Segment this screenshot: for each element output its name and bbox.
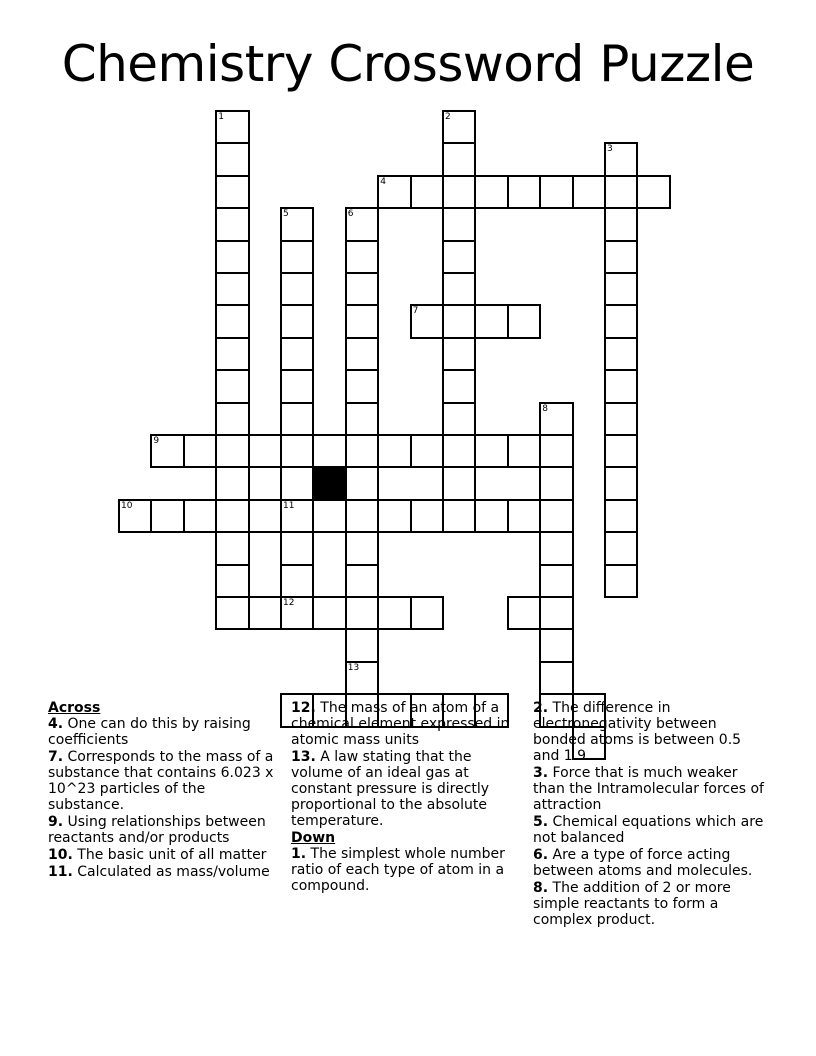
clue-number: 12 — [283, 598, 295, 608]
clue-text: Calculated as mass/volume — [72, 864, 270, 880]
black-cell — [312, 466, 346, 500]
grid-cell[interactable] — [604, 466, 638, 500]
grid-cell[interactable] — [539, 499, 573, 533]
grid-cell[interactable] — [183, 434, 217, 468]
grid-cell[interactable] — [442, 142, 476, 176]
grid-cell[interactable] — [442, 369, 476, 403]
grid-cell[interactable] — [345, 402, 379, 436]
grid-cell[interactable] — [604, 564, 638, 598]
grid-cell[interactable] — [604, 402, 638, 436]
grid-cell[interactable] — [215, 402, 249, 436]
grid-cell[interactable] — [410, 434, 444, 468]
grid-cell[interactable] — [280, 499, 314, 533]
grid-cell[interactable] — [442, 207, 476, 241]
grid-cell[interactable] — [604, 304, 638, 338]
grid-cell[interactable] — [345, 304, 379, 338]
clue-text: A law stating that the volume of an ideal gas at constant pressure is directly proportional to the absolute temperature. — [291, 749, 490, 829]
grid-cell[interactable] — [442, 499, 476, 533]
clue-item — [48, 814, 274, 846]
grid-cell[interactable] — [442, 434, 476, 468]
grid-cell[interactable] — [474, 304, 508, 338]
clue-item — [291, 749, 519, 829]
grid-cell[interactable] — [410, 596, 444, 630]
clue-num: 8. — [533, 880, 549, 896]
clue-num: 12. — [291, 700, 316, 716]
grid-cell[interactable] — [345, 661, 379, 695]
grid-cell[interactable] — [604, 369, 638, 403]
grid-cell[interactable] — [248, 499, 282, 533]
grid-cell[interactable] — [215, 369, 249, 403]
clue-item — [533, 814, 765, 846]
grid-cell[interactable] — [215, 272, 249, 306]
grid-cell[interactable] — [377, 434, 411, 468]
grid-cell[interactable] — [604, 240, 638, 274]
clue-num: 9. — [48, 814, 64, 830]
grid-cell[interactable] — [248, 596, 282, 630]
grid-cell[interactable] — [345, 499, 379, 533]
down-clues-column-3 — [533, 700, 765, 929]
grid-cell[interactable] — [604, 337, 638, 371]
grid-cell[interactable] — [636, 175, 670, 209]
grid-cell[interactable] — [280, 564, 314, 598]
grid-cell[interactable] — [604, 142, 638, 176]
grid-cell[interactable] — [215, 175, 249, 209]
grid-cell[interactable] — [280, 240, 314, 274]
grid-cell[interactable] — [215, 304, 249, 338]
grid-cell[interactable] — [312, 596, 346, 630]
clue-num: 7. — [48, 749, 64, 765]
grid-cell[interactable] — [507, 499, 541, 533]
grid-cell[interactable] — [345, 466, 379, 500]
clue-number: 9 — [153, 436, 160, 446]
grid-cell[interactable] — [604, 531, 638, 565]
grid-cell[interactable] — [183, 499, 217, 533]
grid-cell[interactable] — [442, 110, 476, 144]
clue-num: 3. — [533, 765, 549, 781]
clue-item — [533, 880, 765, 928]
grid-cell[interactable] — [442, 304, 476, 338]
grid-cell[interactable] — [442, 240, 476, 274]
clue-number: 11 — [283, 500, 295, 511]
grid-cell[interactable] — [312, 434, 346, 468]
grid-cell[interactable] — [345, 207, 379, 241]
grid-cell[interactable] — [507, 434, 541, 468]
grid-cell[interactable] — [215, 531, 249, 565]
grid-cell[interactable] — [474, 175, 508, 209]
grid-cell[interactable] — [345, 337, 379, 371]
grid-cell[interactable] — [215, 596, 249, 630]
grid-cell[interactable] — [215, 466, 249, 500]
grid-cell[interactable] — [539, 531, 573, 565]
grid-cell[interactable] — [280, 466, 314, 500]
clue-number: 6 — [347, 209, 354, 220]
clue-text: Force that is much weaker than the Intramolecular forces of attraction — [533, 765, 764, 813]
grid-cell[interactable] — [215, 337, 249, 371]
clue-number: 1 — [218, 112, 224, 122]
grid-cell[interactable] — [410, 304, 444, 338]
grid-cell[interactable] — [507, 596, 541, 630]
clue-text: The mass of an atom of a chemical element expressed in atomic mass units — [291, 700, 510, 748]
grid-cell[interactable] — [604, 499, 638, 533]
clue-item — [533, 700, 765, 764]
grid-cell[interactable] — [507, 175, 541, 209]
grid-cell[interactable] — [539, 175, 573, 209]
grid-cell[interactable] — [345, 369, 379, 403]
clue-text: Using relationships between reactants and/or products — [48, 814, 266, 846]
grid-cell[interactable] — [215, 499, 249, 533]
clue-number: 4 — [380, 176, 386, 187]
clue-item — [533, 847, 765, 879]
clue-num: 2. — [533, 700, 549, 716]
grid-cell[interactable] — [345, 240, 379, 274]
grid-cell[interactable] — [280, 337, 314, 371]
grid-cell[interactable] — [377, 175, 411, 209]
grid-cell[interactable] — [215, 240, 249, 274]
grid-cell[interactable] — [280, 402, 314, 436]
grid-cell[interactable] — [345, 564, 379, 598]
clue-item — [48, 864, 274, 880]
clue-num: 1. — [291, 846, 307, 862]
grid-cell[interactable] — [150, 499, 184, 533]
grid-cell[interactable] — [345, 596, 379, 630]
grid-cell[interactable] — [345, 628, 379, 662]
grid-cell[interactable] — [410, 175, 444, 209]
down-header: Down — [291, 830, 336, 846]
clue-num: 10. — [48, 847, 73, 863]
grid-cell[interactable] — [248, 434, 282, 468]
grid-cell[interactable] — [539, 628, 573, 662]
clue-text: The addition of 2 or more simple reactants to form a complex product. — [533, 880, 731, 928]
clues-column-2 — [291, 700, 519, 895]
grid-cell[interactable] — [604, 272, 638, 306]
grid-cell[interactable] — [604, 175, 638, 209]
clue-text: Are a type of force acting between atoms and molecules. — [533, 847, 753, 879]
grid-cell[interactable] — [539, 564, 573, 598]
grid-cell[interactable] — [280, 434, 314, 468]
clue-number: 5 — [283, 209, 289, 220]
clue-num: 4. — [48, 716, 64, 732]
grid-cell[interactable] — [280, 596, 314, 630]
clue-number: 3 — [607, 144, 613, 155]
clue-item — [48, 847, 274, 863]
clue-item — [48, 749, 274, 813]
grid-cell[interactable] — [280, 272, 314, 306]
clue-text: Chemical equations which are not balanced — [533, 814, 764, 846]
clue-text: Corresponds to the mass of a substance that contains 6.023 x 10^23 particles of the substance. — [48, 749, 274, 813]
clue-item — [291, 846, 519, 894]
grid-cell[interactable] — [572, 175, 606, 209]
clue-text: The difference in electronegativity between bonded atoms is between 0.5 and 1.9 — [533, 700, 742, 764]
grid-cell[interactable] — [215, 110, 249, 144]
clue-text: One can do this by raising coefficients — [48, 716, 251, 748]
clue-item — [533, 765, 765, 813]
grid-cell[interactable] — [280, 304, 314, 338]
grid-cell[interactable] — [442, 466, 476, 500]
grid-cell[interactable] — [604, 207, 638, 241]
grid-cell[interactable] — [539, 596, 573, 630]
grid-cell[interactable] — [215, 207, 249, 241]
clue-item — [291, 700, 519, 748]
grid-cell[interactable] — [507, 304, 541, 338]
grid-cell[interactable] — [442, 337, 476, 371]
grid-cell[interactable] — [539, 661, 573, 695]
grid-cell[interactable] — [377, 596, 411, 630]
grid-cell[interactable] — [345, 434, 379, 468]
grid-cell[interactable] — [442, 175, 476, 209]
clue-number: 7 — [412, 306, 419, 317]
grid-cell[interactable] — [215, 434, 249, 468]
grid-cell[interactable] — [474, 499, 508, 533]
clue-num: 11. — [48, 864, 73, 880]
grid-cell[interactable] — [280, 531, 314, 565]
grid-cell[interactable] — [215, 564, 249, 598]
grid-cell[interactable] — [377, 499, 411, 533]
across-clues-column-1 — [48, 700, 274, 881]
grid-cell[interactable] — [280, 369, 314, 403]
clue-num: 6. — [533, 847, 549, 863]
grid-cell[interactable] — [604, 434, 638, 468]
clue-number: 2 — [445, 112, 451, 122]
puzzle-title: Chemistry Crossword Puzzle — [61, 35, 755, 93]
clue-num: 13. — [291, 749, 316, 765]
grid-cell[interactable] — [410, 499, 444, 533]
clue-num: 5. — [533, 814, 549, 830]
clue-number: 8 — [542, 403, 548, 414]
grid-cell[interactable] — [312, 499, 346, 533]
clue-text: The basic unit of all matter — [72, 847, 267, 863]
grid-cell[interactable] — [150, 434, 184, 468]
across-header: Across — [48, 700, 101, 716]
grid-cell[interactable] — [539, 434, 573, 468]
grid-cell[interactable] — [442, 402, 476, 436]
grid-cell[interactable] — [280, 207, 314, 241]
grid-cell[interactable] — [539, 466, 573, 500]
grid-cell[interactable] — [539, 402, 573, 436]
grid-cell[interactable] — [474, 434, 508, 468]
grid-cell[interactable] — [345, 272, 379, 306]
grid-cell[interactable] — [215, 142, 249, 176]
grid-cell[interactable] — [118, 499, 152, 533]
clue-number: 10 — [121, 500, 133, 511]
clue-text: The simplest whole number ratio of each type of atom in a compound. — [291, 846, 505, 894]
grid-cell[interactable] — [442, 272, 476, 306]
clue-number: 13 — [347, 662, 360, 673]
grid-cell[interactable] — [345, 531, 379, 565]
clue-item — [48, 716, 274, 748]
